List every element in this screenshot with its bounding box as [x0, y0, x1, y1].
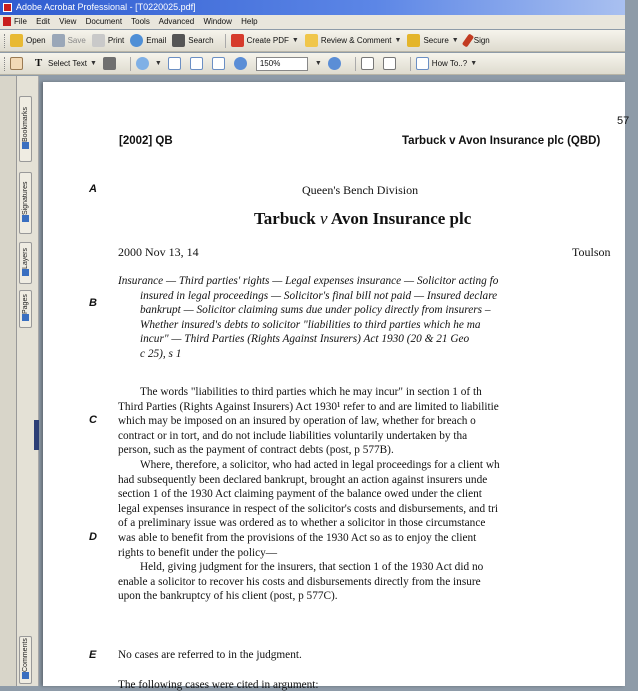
chevron-down-icon[interactable]: ▼ [291, 37, 299, 44]
review-icon [305, 34, 318, 47]
toolbar-grip[interactable] [4, 34, 7, 48]
disk-icon [52, 34, 65, 47]
review-comment-button[interactable] [305, 34, 402, 47]
case-title-part1: Tarbuck [254, 209, 320, 228]
tab-bookmarks-label: Bookmarks [22, 106, 29, 142]
menu-file[interactable]: File [14, 17, 27, 26]
margin-letter: B [89, 297, 97, 309]
bookmark-icon [22, 142, 29, 149]
menu-edit[interactable]: Edit [36, 17, 50, 26]
pdf-page [43, 82, 630, 691]
tab-layers-label: Layers [22, 247, 29, 269]
menu-view[interactable]: View [59, 17, 77, 26]
rotate-page-icon [361, 57, 374, 70]
zoom-in-button[interactable] [136, 57, 162, 70]
chevron-down-icon[interactable]: ▼ [154, 60, 162, 67]
window-titlebar [0, 0, 625, 15]
body-line: Where, therefore, a solicitor, who had acted in legal proceedings for a client wh [140, 458, 500, 471]
folder-icon [10, 34, 23, 47]
tab-signatures[interactable] [19, 172, 32, 234]
case-title [254, 209, 471, 229]
judge-name: Toulson [572, 245, 611, 259]
chevron-down-icon[interactable]: ▼ [314, 60, 322, 67]
case-title-part2: Avon Insurance plc [327, 209, 472, 228]
create-pdf-icon [231, 34, 244, 47]
case-title-v: v [319, 209, 328, 228]
hearing-date: 2000 Nov 13, 14 [118, 245, 199, 259]
chevron-down-icon[interactable]: ▼ [470, 60, 478, 67]
actual-size-icon [168, 57, 181, 70]
body-line: enable a solicitor to recover his costs and disbursements directly from the insure [118, 575, 481, 588]
running-header-case: Tarbuck v Avon Insurance plc (QBD) [402, 135, 601, 147]
hand-icon [10, 57, 23, 70]
fit-page-button[interactable] [190, 57, 206, 70]
create-pdf-button[interactable] [231, 34, 299, 47]
pages-icon [22, 314, 29, 321]
fit-width-icon [212, 57, 225, 70]
save-button[interactable] [52, 34, 86, 47]
margin-letter: E [89, 649, 97, 661]
catchword-line: incur" — Third Parties (Rights Against Insurers) Act 1930 (20 & 21 Geo [140, 333, 470, 346]
email-icon [130, 34, 143, 47]
catchword-line: insured in legal proceedings — Solicitor's final bill not paid — Insured declare [140, 289, 498, 302]
toolbar-separator [410, 57, 411, 71]
file-toolbar [0, 30, 625, 52]
tab-pages[interactable] [19, 290, 32, 328]
open-label: Open [26, 36, 46, 45]
menu-document[interactable]: Document [85, 17, 123, 26]
zoom-in-plus-button[interactable] [328, 57, 344, 70]
magnifier-icon [136, 57, 149, 70]
menu-advanced[interactable]: Advanced [158, 17, 195, 26]
window-title: Adobe Acrobat Professional - [T0220025.pdf] [16, 2, 196, 12]
menu-bar [0, 15, 625, 29]
acrobat-app-icon [3, 3, 12, 12]
printer-icon [92, 34, 105, 47]
catchword-line: bankrupt — Solicitor claiming sums due under policy directly from insurers – [140, 304, 491, 317]
text-cursor-icon: T [34, 57, 43, 69]
rotate-ccw-icon [383, 57, 396, 70]
menu-tools[interactable]: Tools [131, 17, 150, 26]
catchword-line: c 25), s 1 [140, 347, 182, 360]
catchword-line: Whether insured's debts to solicitor "liabilities to third parties which he ma [140, 318, 481, 331]
court-division: Queen's Bench Division [302, 183, 419, 197]
toolbar-separator [355, 57, 356, 71]
body-line: Third Parties (Rights Against Insurers) Act 1930¹ refer to and are limited to liabilitie [118, 400, 499, 413]
toolbar-grip[interactable] [4, 57, 7, 71]
page-number: 57 [617, 115, 630, 127]
chevron-down-icon[interactable]: ▼ [394, 37, 402, 44]
select-text-button[interactable] [32, 57, 97, 70]
margin-letter: D [89, 531, 97, 543]
body-line: legal expenses insurance in respect of the solicitor's costs and disbursements, and tri [118, 502, 499, 515]
rotate-button[interactable] [361, 57, 377, 70]
select-text-label: Select Text [48, 59, 87, 68]
body-line: section 1 of the 1930 Act claiming payment of the balance owed under the client [118, 488, 482, 501]
toolbar-separator [130, 57, 131, 71]
body-line: contract or in tort, and do not include liabilities voluntarily undertaken by tha [118, 429, 468, 442]
chevron-down-icon[interactable]: ▼ [451, 37, 459, 44]
navigation-tabs [17, 76, 39, 686]
email-label: Email [146, 36, 167, 45]
zoom-in-icon [328, 57, 341, 70]
save-label: Save [67, 36, 86, 45]
layers-icon [22, 269, 29, 276]
create-pdf-label: Create PDF [246, 36, 289, 45]
margin-letter: C [89, 414, 97, 426]
body-line: rights to benefit under the policy— [118, 546, 278, 559]
running-header-citation: [2002] QB [119, 135, 173, 147]
margin-letter: A [89, 183, 97, 195]
tab-comments[interactable] [19, 636, 32, 684]
tab-layers[interactable] [19, 242, 32, 284]
body-line: which may be imposed on an insured by operation of law, whether for breach o [118, 415, 476, 428]
menu-help[interactable]: Help [241, 17, 258, 26]
open-button[interactable] [10, 34, 46, 47]
catchword-line: Insurance — Third parties' rights — Legal expenses insurance — Solicitor acting fo [118, 275, 499, 287]
search-label: Search [188, 36, 214, 45]
email-button[interactable] [130, 34, 166, 47]
headnote-text [118, 385, 638, 604]
rotate-ccw-button[interactable] [383, 57, 399, 70]
binoculars-icon [172, 34, 185, 47]
how-to-label: How To..? [431, 59, 468, 68]
sign-button[interactable] [465, 34, 490, 47]
review-label: Review & Comment [320, 36, 392, 45]
secure-label: Secure [423, 36, 449, 45]
view-toolbar [0, 53, 625, 75]
hand-tool-button[interactable] [10, 57, 26, 70]
zoom-out-button[interactable] [234, 57, 250, 70]
print-button[interactable] [92, 34, 124, 47]
help-page-icon [416, 57, 429, 70]
body-line: of a preliminary issue was ordered as to whether a solicitor in those circumstance [118, 517, 486, 530]
cases-cited-heading: The following cases were cited in argument: [118, 679, 319, 691]
pen-icon [462, 33, 474, 47]
print-label: Print [107, 36, 125, 45]
tab-bookmarks[interactable] [19, 96, 32, 162]
toolbar-separator [225, 34, 226, 48]
camera-icon [103, 57, 116, 70]
snapshot-button[interactable] [103, 57, 119, 70]
body-line: Held, giving judgment for the insurers, that section 1 of the 1930 Act did no [140, 561, 484, 574]
navigation-pane-edge [0, 76, 17, 686]
body-line: The words "liabilities to third parties which he may incur" in section 1 of th [140, 386, 482, 398]
fit-page-icon [190, 57, 203, 70]
signature-icon [22, 215, 29, 222]
chevron-down-icon[interactable]: ▼ [89, 60, 97, 67]
lock-icon [407, 34, 420, 47]
fit-width-button[interactable] [212, 57, 228, 70]
body-line: was able to benefit from the provisions of the 1930 Act so as to enjoy the client [118, 531, 477, 544]
tab-pages-label: Pages [22, 294, 29, 314]
tab-comments-label: Comments [22, 638, 29, 672]
document-icon [3, 17, 11, 26]
zoom-out-icon [234, 57, 247, 70]
body-line: had subsequently been declared bankrupt, brought an action against insurers unde [118, 473, 488, 486]
body-line: person, such as the payment of contract debts (post, p 577B). [118, 444, 394, 457]
zoom-level-field[interactable]: 150% [256, 57, 308, 71]
secure-button[interactable] [407, 34, 458, 47]
cases-referred-note: No cases are referred to in the judgment. [118, 649, 302, 661]
comment-icon [22, 672, 29, 679]
search-button[interactable] [172, 34, 213, 47]
how-to-button[interactable] [416, 57, 477, 70]
pane-resize-handle[interactable] [34, 420, 39, 450]
catchwords [118, 274, 638, 362]
sign-label: Sign [473, 36, 490, 45]
tab-signatures-label: Signatures [22, 181, 29, 215]
actual-size-button[interactable] [168, 57, 184, 70]
menu-window[interactable]: Window [203, 17, 232, 26]
body-line: upon the bankruptcy of his client (post, p 577C). [118, 590, 338, 603]
